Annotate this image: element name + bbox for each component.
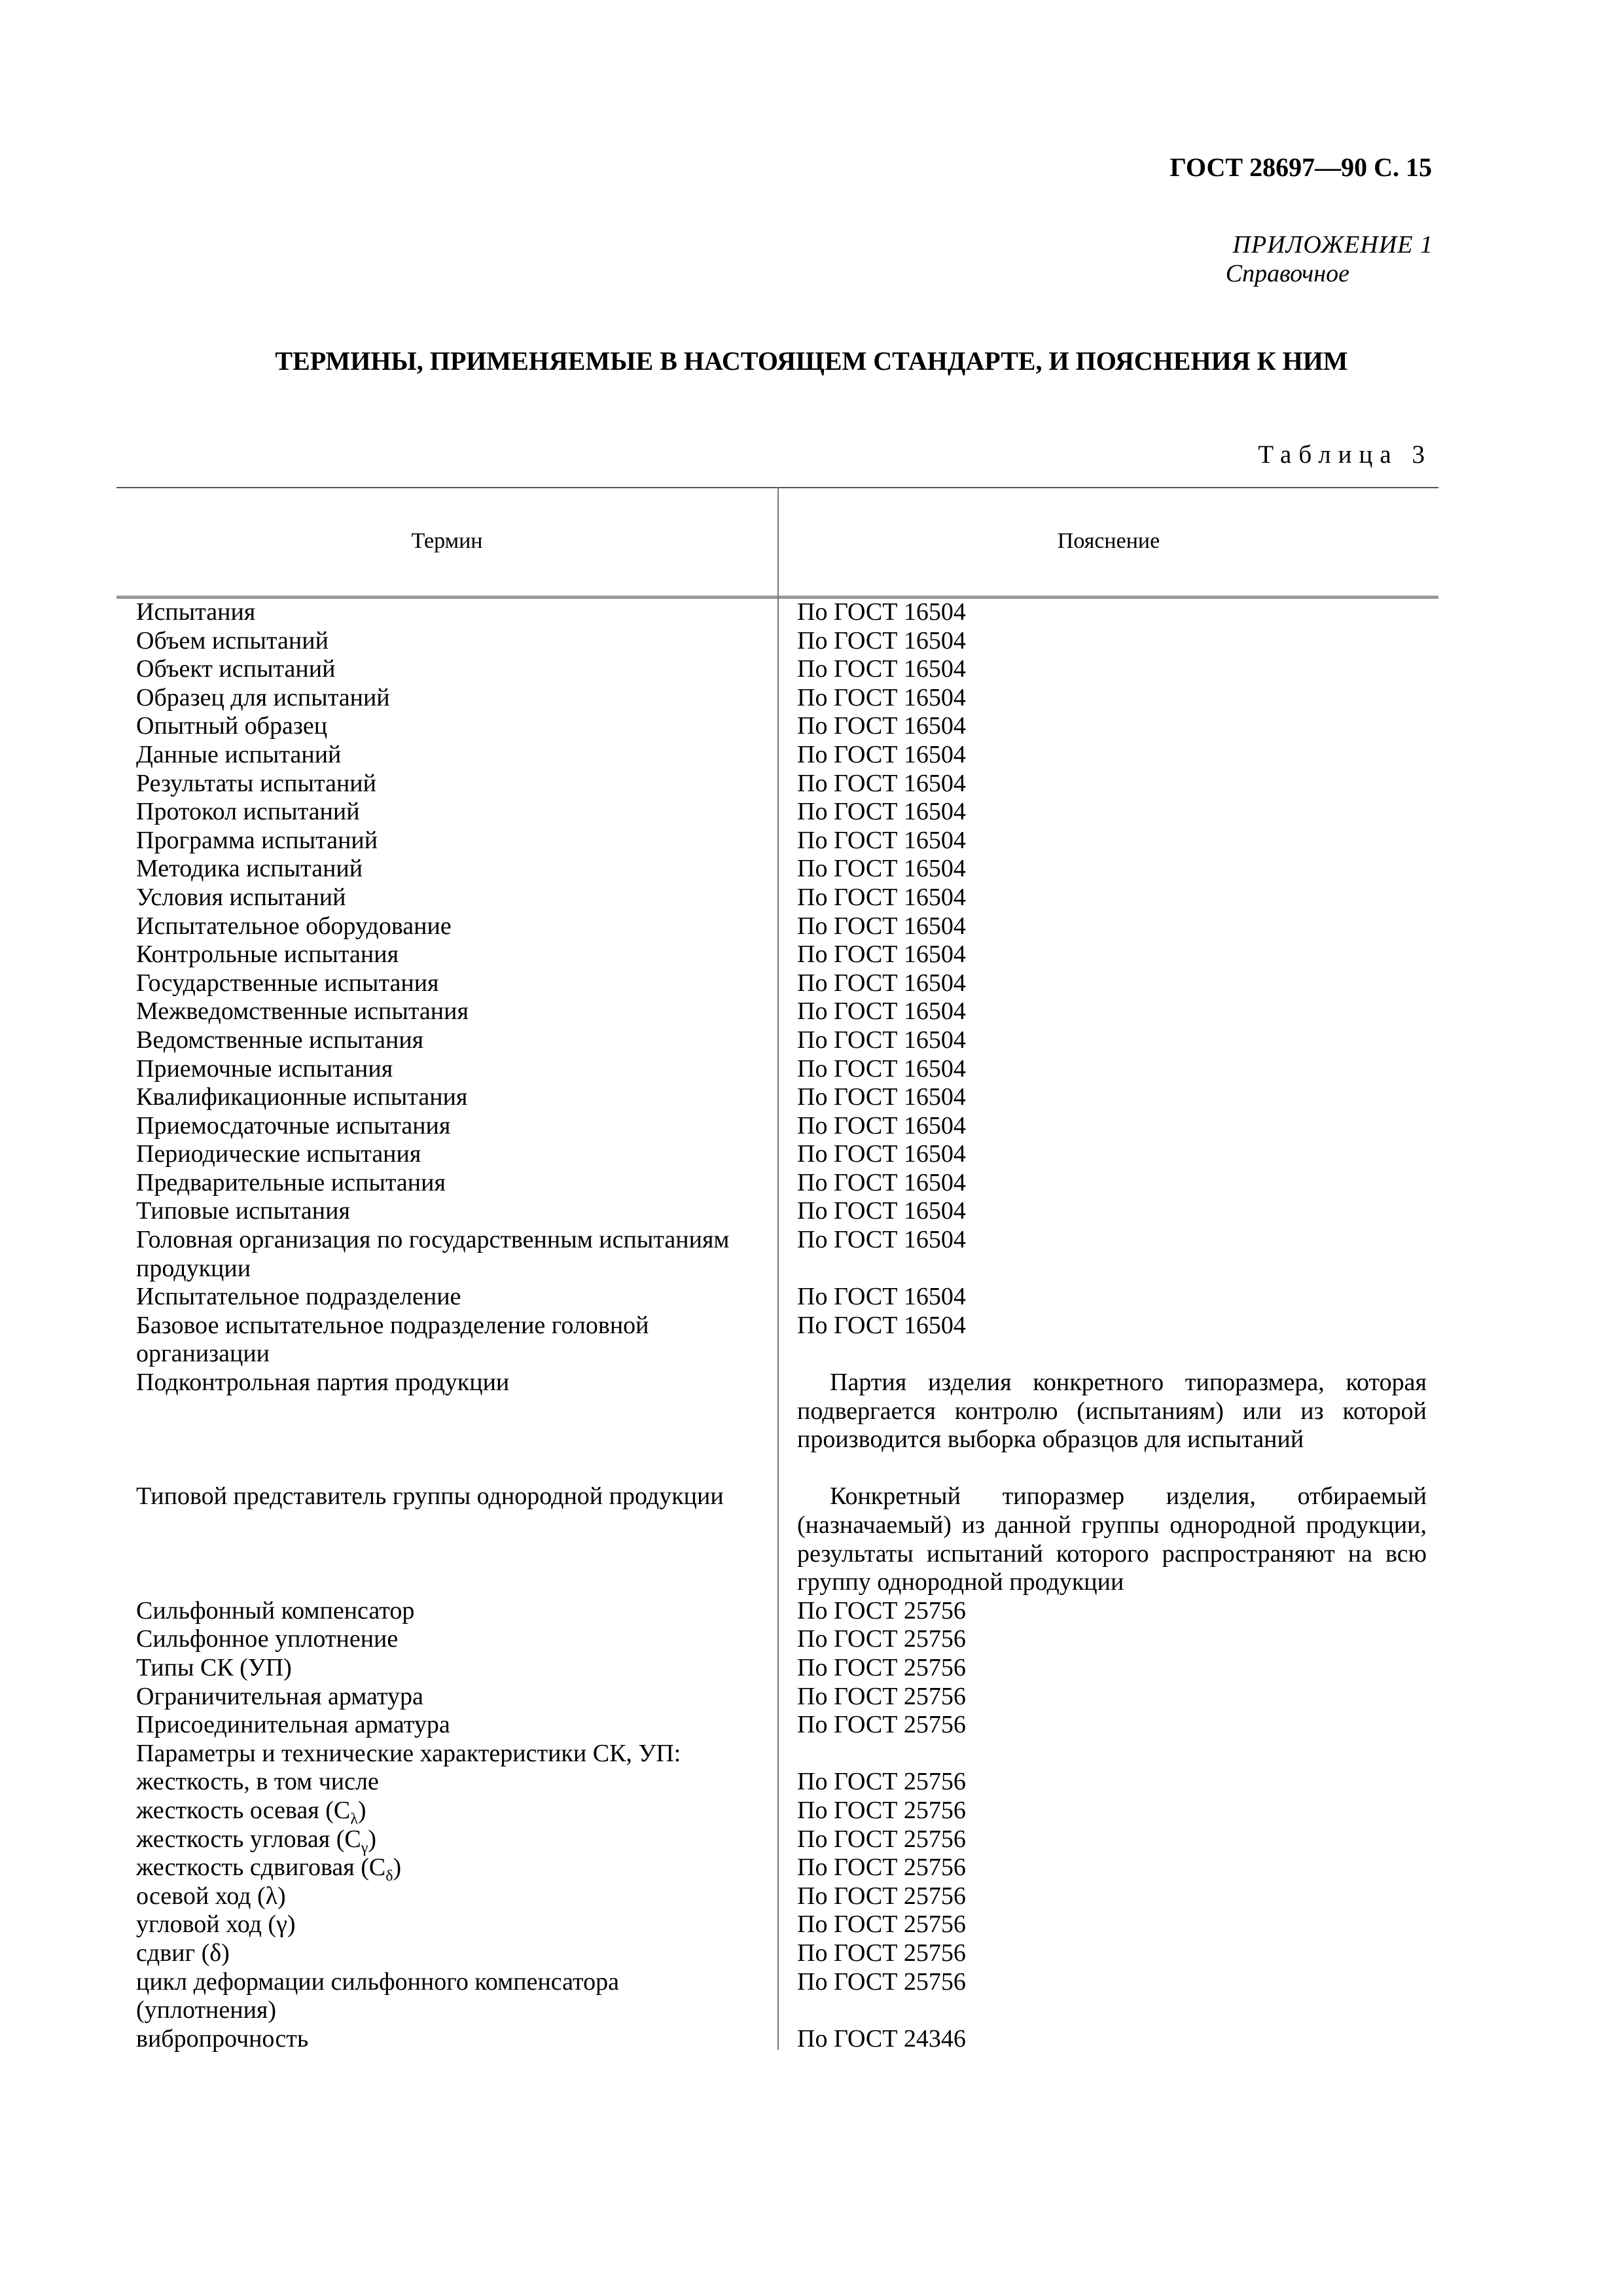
explanation-text: По ГОСТ 25756: [797, 1796, 966, 1824]
explanation-cell: [797, 827, 1427, 855]
term-text: угловой ход (γ): [136, 1910, 296, 1939]
explanation-cell: [797, 1854, 1427, 1882]
term-cell: [136, 997, 745, 1026]
term-cell: [136, 1768, 745, 1797]
appendix-label: ПРИЛОЖЕНИЕ 1: [1232, 231, 1433, 259]
term-cell: [136, 1711, 745, 1740]
term-cell: [136, 941, 745, 969]
explanation-text: По ГОСТ 25756: [797, 1825, 966, 1853]
explanation-cell: [797, 1825, 1427, 1854]
table-row: [0, 1026, 1623, 1055]
explanation-cell: [797, 1910, 1427, 1939]
term-text: Контрольные испытания: [136, 941, 399, 969]
explanation-text: По ГОСТ 16504: [797, 1026, 966, 1054]
explanation-cell: [797, 1055, 1427, 1084]
term-cell: [136, 741, 745, 770]
explanation-text: По ГОСТ 16504: [797, 1197, 966, 1225]
explanation-cell: [797, 598, 1427, 627]
explanation-cell: [797, 1968, 1427, 1997]
term-subscript: γ: [361, 1839, 368, 1857]
term-cell: [136, 969, 745, 998]
explanation-text: По ГОСТ 16504: [797, 769, 966, 797]
explanation-cell: [797, 1482, 1427, 1596]
table-row: [0, 1083, 1623, 1112]
explanation-text: По ГОСТ 16504: [797, 969, 966, 997]
term-cell: [136, 1169, 745, 1198]
term-text: жесткость, в том числе: [136, 1768, 379, 1796]
term-text: Ведомственные испытания: [136, 1026, 424, 1054]
term-text: Типовой представитель группы однородной продукции: [136, 1482, 724, 1511]
term-text: Государственные испытания: [136, 969, 439, 997]
explanation-cell: [797, 1026, 1427, 1055]
explanation-cell: [797, 969, 1427, 998]
table-row: [0, 1825, 1623, 1857]
explanation-cell: [797, 1283, 1427, 1312]
term-text: сдвиг (δ): [136, 1939, 230, 1967]
table-row: [0, 1683, 1623, 1712]
term-text: Образец для испытаний: [136, 683, 390, 711]
explanation-cell: [797, 684, 1427, 713]
explanation-text: Конкретный типоразмер изделия, отбираемый (назначаемый) из данной группы однородной продукции, результаты испытаний которого распространяют на всю группу однородной продукции: [797, 1482, 1427, 1596]
table-row: [0, 997, 1623, 1026]
term-text: осевой ход (λ): [136, 1882, 286, 1910]
term-text: Присоединительная арматура: [136, 1711, 450, 1739]
explanation-text: По ГОСТ 16504: [797, 1311, 966, 1339]
explanation-text: По ГОСТ 16504: [797, 626, 966, 655]
explanation-text: По ГОСТ 16504: [797, 1083, 966, 1111]
term-cell: [136, 798, 745, 827]
term-text: Сильфонное уплотнение: [136, 1625, 399, 1653]
explanation-cell: [797, 1882, 1427, 1911]
explanation-text: По ГОСТ 25756: [797, 1596, 966, 1624]
term-text: Типы СК (УП): [136, 1654, 292, 1681]
term-text: Объем испытаний: [136, 626, 329, 655]
table-row: [0, 1112, 1623, 1141]
term-cell: [136, 1312, 745, 1369]
explanation-cell: [797, 1083, 1427, 1112]
explanation-text: По ГОСТ 16504: [797, 826, 966, 854]
term-text: Программа испытаний: [136, 826, 378, 854]
term-cell: [136, 1197, 745, 1226]
column-header-term: Термин: [411, 529, 483, 553]
explanation-text: По ГОСТ 16504: [797, 1168, 966, 1196]
explanation-text: По ГОСТ 16504: [797, 598, 966, 626]
explanation-text: По ГОСТ 25756: [797, 1768, 966, 1796]
appendix-type: Справочное: [1225, 260, 1349, 287]
term-cell: [136, 1112, 745, 1141]
explanation-cell: [797, 1597, 1427, 1626]
term-text-end: ): [393, 1854, 402, 1882]
table-row: [0, 912, 1623, 941]
term-text: Сильфонный компенсатор: [136, 1596, 415, 1624]
term-cell: [136, 1140, 745, 1169]
table-row: [0, 1597, 1623, 1626]
term-text: вибропрочность: [136, 2024, 309, 2053]
explanation-text: По ГОСТ 25756: [797, 1854, 966, 1882]
table-row: [0, 1369, 1623, 1482]
term-text: Квалификационные испытания: [136, 1083, 468, 1111]
explanation-text: По ГОСТ 16504: [797, 855, 966, 883]
table-body: [0, 598, 1623, 2053]
table-row: [0, 884, 1623, 912]
explanation-cell: [797, 912, 1427, 941]
term-cell: [136, 2025, 745, 2054]
term-cell: [136, 1083, 745, 1112]
table-row: [0, 712, 1623, 741]
table-row: [0, 1711, 1623, 1740]
table-row: [0, 1882, 1623, 1911]
explanation-cell: [797, 712, 1427, 741]
term-text: жесткость угловая (C: [136, 1825, 361, 1853]
explanation-cell: [797, 798, 1427, 827]
table-row: [0, 1226, 1623, 1283]
explanation-text: По ГОСТ 25756: [797, 1910, 966, 1939]
explanation-text: По ГОСТ 16504: [797, 883, 966, 911]
term-text: Периодические испытания: [136, 1140, 421, 1168]
explanation-cell: [797, 1312, 1427, 1340]
explanation-text: По ГОСТ 24346: [797, 2024, 966, 2053]
table-row: [0, 655, 1623, 684]
table-row: [0, 741, 1623, 770]
term-cell: [136, 1625, 745, 1654]
explanation-text: По ГОСТ 16504: [797, 740, 966, 768]
table-row: [0, 1283, 1623, 1312]
explanation-text: По ГОСТ 16504: [797, 1226, 966, 1254]
term-text: Условия испытаний: [136, 883, 346, 911]
term-cell: [136, 1482, 745, 1511]
explanation-cell: [797, 1711, 1427, 1740]
term-cell: [136, 655, 745, 684]
table-row: [0, 1055, 1623, 1084]
term-cell: [136, 770, 745, 798]
document-code: ГОСТ 28697—90 С. 15: [1169, 152, 1432, 182]
explanation-text: По ГОСТ 25756: [797, 1654, 966, 1681]
term-cell: [136, 712, 745, 741]
term-text: Протокол испытаний: [136, 798, 360, 826]
table-row: [0, 1939, 1623, 1968]
term-cell: [136, 1910, 745, 1939]
explanation-text: По ГОСТ 16504: [797, 683, 966, 711]
table-row: [0, 855, 1623, 884]
term-text: Типовые испытания: [136, 1197, 350, 1225]
term-text: Подконтрольная партия продукции: [136, 1369, 510, 1397]
explanation-text: По ГОСТ 16504: [797, 712, 966, 740]
table-row: [0, 798, 1623, 827]
explanation-cell: [797, 1939, 1427, 1968]
term-cell: [136, 884, 745, 912]
explanation-cell: [797, 1797, 1427, 1825]
table-row: [0, 1197, 1623, 1226]
term-text: Испытательное подразделение: [136, 1283, 461, 1311]
term-subscript: δ: [385, 1867, 393, 1885]
term-text: Базовое испытательное подразделение головной организации: [136, 1311, 649, 1368]
explanation-cell: [797, 1197, 1427, 1226]
term-text: Головная организация по государственным испытаниям продукции: [136, 1226, 730, 1282]
explanation-cell: [797, 655, 1427, 684]
table-row: [0, 1312, 1623, 1369]
term-cell: [136, 1283, 745, 1312]
explanation-cell: [797, 1140, 1427, 1169]
term-cell: [136, 627, 745, 656]
term-subscript: λ: [350, 1810, 358, 1828]
term-text: Межведомственные испытания: [136, 997, 469, 1026]
table-row: [0, 770, 1623, 798]
explanation-cell: [797, 1625, 1427, 1654]
explanation-text: По ГОСТ 16504: [797, 997, 966, 1026]
explanation-text: По ГОСТ 16504: [797, 655, 966, 683]
term-cell: [136, 912, 745, 941]
explanation-cell: [797, 1226, 1427, 1255]
explanation-text: По ГОСТ 16504: [797, 941, 966, 969]
explanation-text: По ГОСТ 16504: [797, 1054, 966, 1083]
term-text: Результаты испытаний: [136, 769, 376, 797]
explanation-text: По ГОСТ 25756: [797, 1882, 966, 1910]
table-row: [0, 1968, 1623, 2025]
explanation-text: По ГОСТ 16504: [797, 1111, 966, 1139]
term-cell: [136, 1226, 745, 1283]
table-label: Таблица 3: [1258, 440, 1432, 469]
term-text: Ограничительная арматура: [136, 1682, 423, 1710]
explanation-text: По ГОСТ 16504: [797, 798, 966, 826]
term-text: Параметры и технические характеристики СК, УП:: [136, 1739, 681, 1767]
table-row: [0, 1482, 1623, 1596]
term-text: Приемочные испытания: [136, 1054, 393, 1083]
explanation-cell: [797, 1369, 1427, 1454]
term-cell: [136, 827, 745, 855]
explanation-cell: [797, 627, 1427, 656]
term-cell: [136, 684, 745, 713]
term-text: Предварительные испытания: [136, 1168, 446, 1196]
explanation-text: По ГОСТ 25756: [797, 1625, 966, 1653]
table-row: [0, 627, 1623, 656]
term-text: Испытательное оборудование: [136, 912, 452, 940]
explanation-text: По ГОСТ 25756: [797, 1711, 966, 1739]
term-text: Опытный образец: [136, 712, 328, 740]
term-text: жесткость сдвиговая (C: [136, 1854, 386, 1882]
explanation-cell: [797, 1169, 1427, 1198]
term-cell: [136, 1882, 745, 1911]
page-title: ТЕРМИНЫ, ПРИМЕНЯЕМЫЕ В НАСТОЯЩЕМ СТАНДАРТЕ, И ПОЯСНЕНИЯ К НИМ: [275, 346, 1348, 376]
term-text: Испытания: [136, 598, 256, 626]
table-row: [0, 1910, 1623, 1939]
explanation-cell: [797, 1683, 1427, 1712]
term-cell: [136, 1654, 745, 1683]
term-cell: [136, 1055, 745, 1084]
term-cell: [136, 598, 745, 627]
table-row: [0, 1654, 1623, 1683]
table-row: [0, 684, 1623, 713]
explanation-text: По ГОСТ 25756: [797, 1682, 966, 1710]
table-row: [0, 941, 1623, 969]
term-cell: [136, 1597, 745, 1626]
term-cell: [136, 1026, 745, 1055]
table-row: [0, 1854, 1623, 1885]
explanation-cell: [797, 1112, 1427, 1141]
explanation-text: По ГОСТ 25756: [797, 1967, 966, 1996]
term-text: жесткость осевая (C: [136, 1796, 351, 1824]
column-header-explanation: Пояснение: [1057, 529, 1160, 553]
explanation-cell: [797, 997, 1427, 1026]
explanation-text: По ГОСТ 25756: [797, 1939, 966, 1967]
explanation-cell: [797, 770, 1427, 798]
explanation-cell: [797, 941, 1427, 969]
table-row: [0, 2025, 1623, 2054]
table-row: [0, 1169, 1623, 1198]
explanation-cell: [797, 884, 1427, 912]
term-text-end: ): [357, 1796, 366, 1824]
table-row: [0, 1140, 1623, 1169]
explanation-cell: [797, 1654, 1427, 1683]
explanation-text: По ГОСТ 16504: [797, 1140, 966, 1168]
term-text: Методика испытаний: [136, 855, 363, 883]
table-row: [0, 1796, 1623, 1828]
explanation-cell: [797, 741, 1427, 770]
term-cell: [136, 1369, 745, 1397]
explanation-text: Партия изделия конкретного типоразмера, которая подвергается контролю (испытаниям) или из которой производится выборка образцов для испытаний: [797, 1369, 1427, 1454]
term-cell: [136, 855, 745, 884]
term-cell: [136, 1939, 745, 1968]
explanation-cell: [797, 2025, 1427, 2054]
explanation-cell: [797, 1768, 1427, 1797]
term-text: Приемосдаточные испытания: [136, 1111, 451, 1139]
explanation-text: По ГОСТ 16504: [797, 1283, 966, 1311]
term-text: Объект испытаний: [136, 655, 336, 683]
explanation-cell: [797, 855, 1427, 884]
table-row: [0, 1625, 1623, 1654]
table-row: [0, 827, 1623, 855]
term-text: цикл деформации сильфонного компенсатора (уплотнения): [136, 1967, 619, 2024]
term-cell: [136, 1740, 745, 1768]
term-cell: [136, 1683, 745, 1712]
term-text: Данные испытаний: [136, 740, 342, 768]
table-row: [0, 969, 1623, 998]
table-row: [0, 1768, 1623, 1797]
explanation-text: По ГОСТ 16504: [797, 912, 966, 940]
term-cell: [136, 1968, 745, 2025]
table-row: [0, 1740, 1623, 1768]
table-row: [0, 598, 1623, 627]
term-text-end: ): [368, 1825, 376, 1853]
